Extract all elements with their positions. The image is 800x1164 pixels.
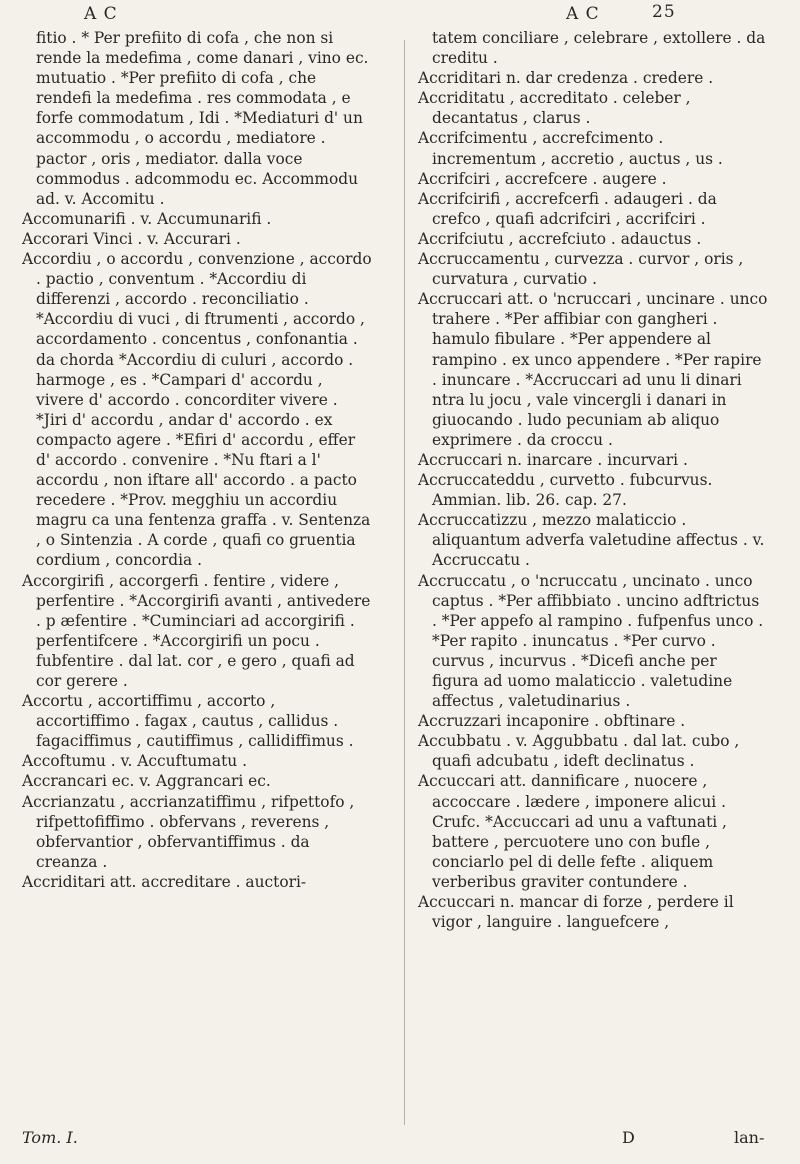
dictionary-entry: Accruccatizzu , mezzo malaticcio . aliquantum adverfa valetudine affectus . v. Accruccatu . [418,511,765,570]
dictionary-entry: Accruzzari incaponire . obftinare . [418,712,686,731]
right-column [418,28,768,932]
dictionary-entry: Accriditari att. accreditare . auctori- [22,872,307,891]
dictionary-entry: Accuccari n. mancar di forze , perdere il vigor , languire . languefcere , [418,893,734,932]
running-head-left: A C [84,4,118,24]
dictionary-entry: Accrifciutu , accrefciuto . adauctus . [418,229,702,248]
dictionary-entry: Accruccamentu , curvezza . curvor , oris , curvatura , curvatio . [418,250,744,289]
left-column [22,28,372,892]
dictionary-entry: Accrancari ec. v. Aggrancari ec. [22,772,271,791]
dictionary-entry: Accorari Vinci . v. Accurari . [22,229,241,248]
dictionary-entry: Accortu , accortiffimu , accorto , accortiffimo . fagax , cautus , callidus . fagaciffimus , cautiffimus , callidiffimus . [22,692,354,751]
page-footer [22,1128,782,1158]
dictionary-entry: Accruccatu , o 'ncruccatu , uncinato . unco captus . *Per affibbiato . uncino adftrictus . *Per appefo al rampino . fufpenfus unco . *Per rapito . inuncatus . *Per curvo . curvus , incurvus . *Dicefi anche per figura ad uomo malaticcio . valetudine affectus , valetudinarius . [418,571,764,711]
dictionary-entry: Accomunarifi . v. Accumunarifi . [22,209,272,228]
dictionary-entry: Accruccateddu , curvetto . fubcurvus. Ammian. lib. 26. cap. 27. [418,471,713,510]
dictionary-entry: Accoftumu . v. Accuftumatu . [22,752,247,771]
dictionary-entry: Accrianzatu , accrianzatiffimu , rifpettofo , rifpettofiffimo . obfervans , reverens , obfervantior , obfervantiffimus . da creanza . [22,792,355,871]
dictionary-entry: Accorgirifi , accorgerfi . fentire , videre , perfentire . *Accorgirifi avanti , antivedere . p æfentire . *Cuminciari ad accorgirifi . perfentifcere . *Accorgirifi un pocu . fubfentire . dal lat. cor , e gero , quafi ad cor gerere . [22,571,371,690]
dictionary-entry: Accruccari att. o 'ncruccari , uncinare . unco trahere . *Per affibiar con gangheri . hamulo fibulare . *Per appendere al rampino . ex unco appendere . *Per rapire . inuncare . *Accruccari ad unu li dinari ntra lu jocu , vale vincergli i danari in giuocando . ludo pecuniam ab aliquo exprimere . da croccu . [418,290,768,449]
dictionary-entry: Accrifcimentu , accrefcimento . incrementum , accretio , auctus , us . [418,129,723,168]
catchword: lan- [734,1128,765,1147]
dictionary-entry: Accrifciri , accrefcere . augere . [418,169,667,188]
dictionary-entry: Accriditatu , accreditato . celeber , decantatus , clarus . [418,89,691,128]
dictionary-entry: Accrifcirifi , accrefcerfi . adaugeri . da crefco , quafi adcrifciri , accrifciri . [418,189,717,228]
dictionary-entry: Accriditari n. dar credenza . credere . [418,69,714,88]
running-head-right: A C [566,4,600,24]
column-divider [404,40,405,1125]
page-number: 25 [652,2,676,22]
dictionary-entry: Accordiu , o accordu , convenzione , accordo . pactio , conventum . *Accordiu di differenzi , accordo . reconciliatio . *Accordiu di vuci , di ftrumenti , accordo , accordamento . concentus , confonantia . da chorda *Accordiu di culuri , accordo . harmoge , es . *Campari d' accordu , vivere d' accordo . concorditer vivere . *Jiri d' accordu , andar d' accordo . ex compacto agere . *Efiri d' accordu , effer d' accordo . convenire . *Nu ftari a l' accordu , non iftare all' accordo . a pacto recedere . *Prov. megghiu un accordiu magru ca una fentenza graffa . v. Sentenza , o Sintenzia . A corde , quafi co gruentia cordium , concordia . [22,250,372,570]
running-head [0,4,800,30]
dictionary-entry: Accuccari att. dannificare , nuocere , accoccare . lædere , imponere alicui . Crufc. *Accuccari ad unu a vaftunati , battere , percuotere uno con bufle , conciarlo pel di delle fefte . aliquem verberibus graviter contundere . [418,772,727,891]
gathering-mark: D [622,1128,635,1147]
dictionary-entry: fitio . * Per prefiito di cofa , che non si rende la medefima , come danari , vino ec. mutuatio . *Per prefiito di cofa , che rendefi la medefima . res commodata , e forfe commodatum , Idi . *Mediaturi d' un accommodu , o accordu , mediatore . pactor , oris , mediator. dalla voce commodus . adcommodu ec. Accommodu ad. v. Accomitu . [36,29,369,208]
dictionary-entry: Accubbatu . v. Aggubbatu . dal lat. cubo , quafi adcubatu , ideft declinatus . [418,732,740,771]
dictionary-entry: Accruccari n. inarcare . incurvari . [418,450,688,469]
volume-signature: Tom. I. [22,1128,78,1147]
dictionary-entry: tatem conciliare , celebrare , extollere . da creditu . [432,29,766,68]
